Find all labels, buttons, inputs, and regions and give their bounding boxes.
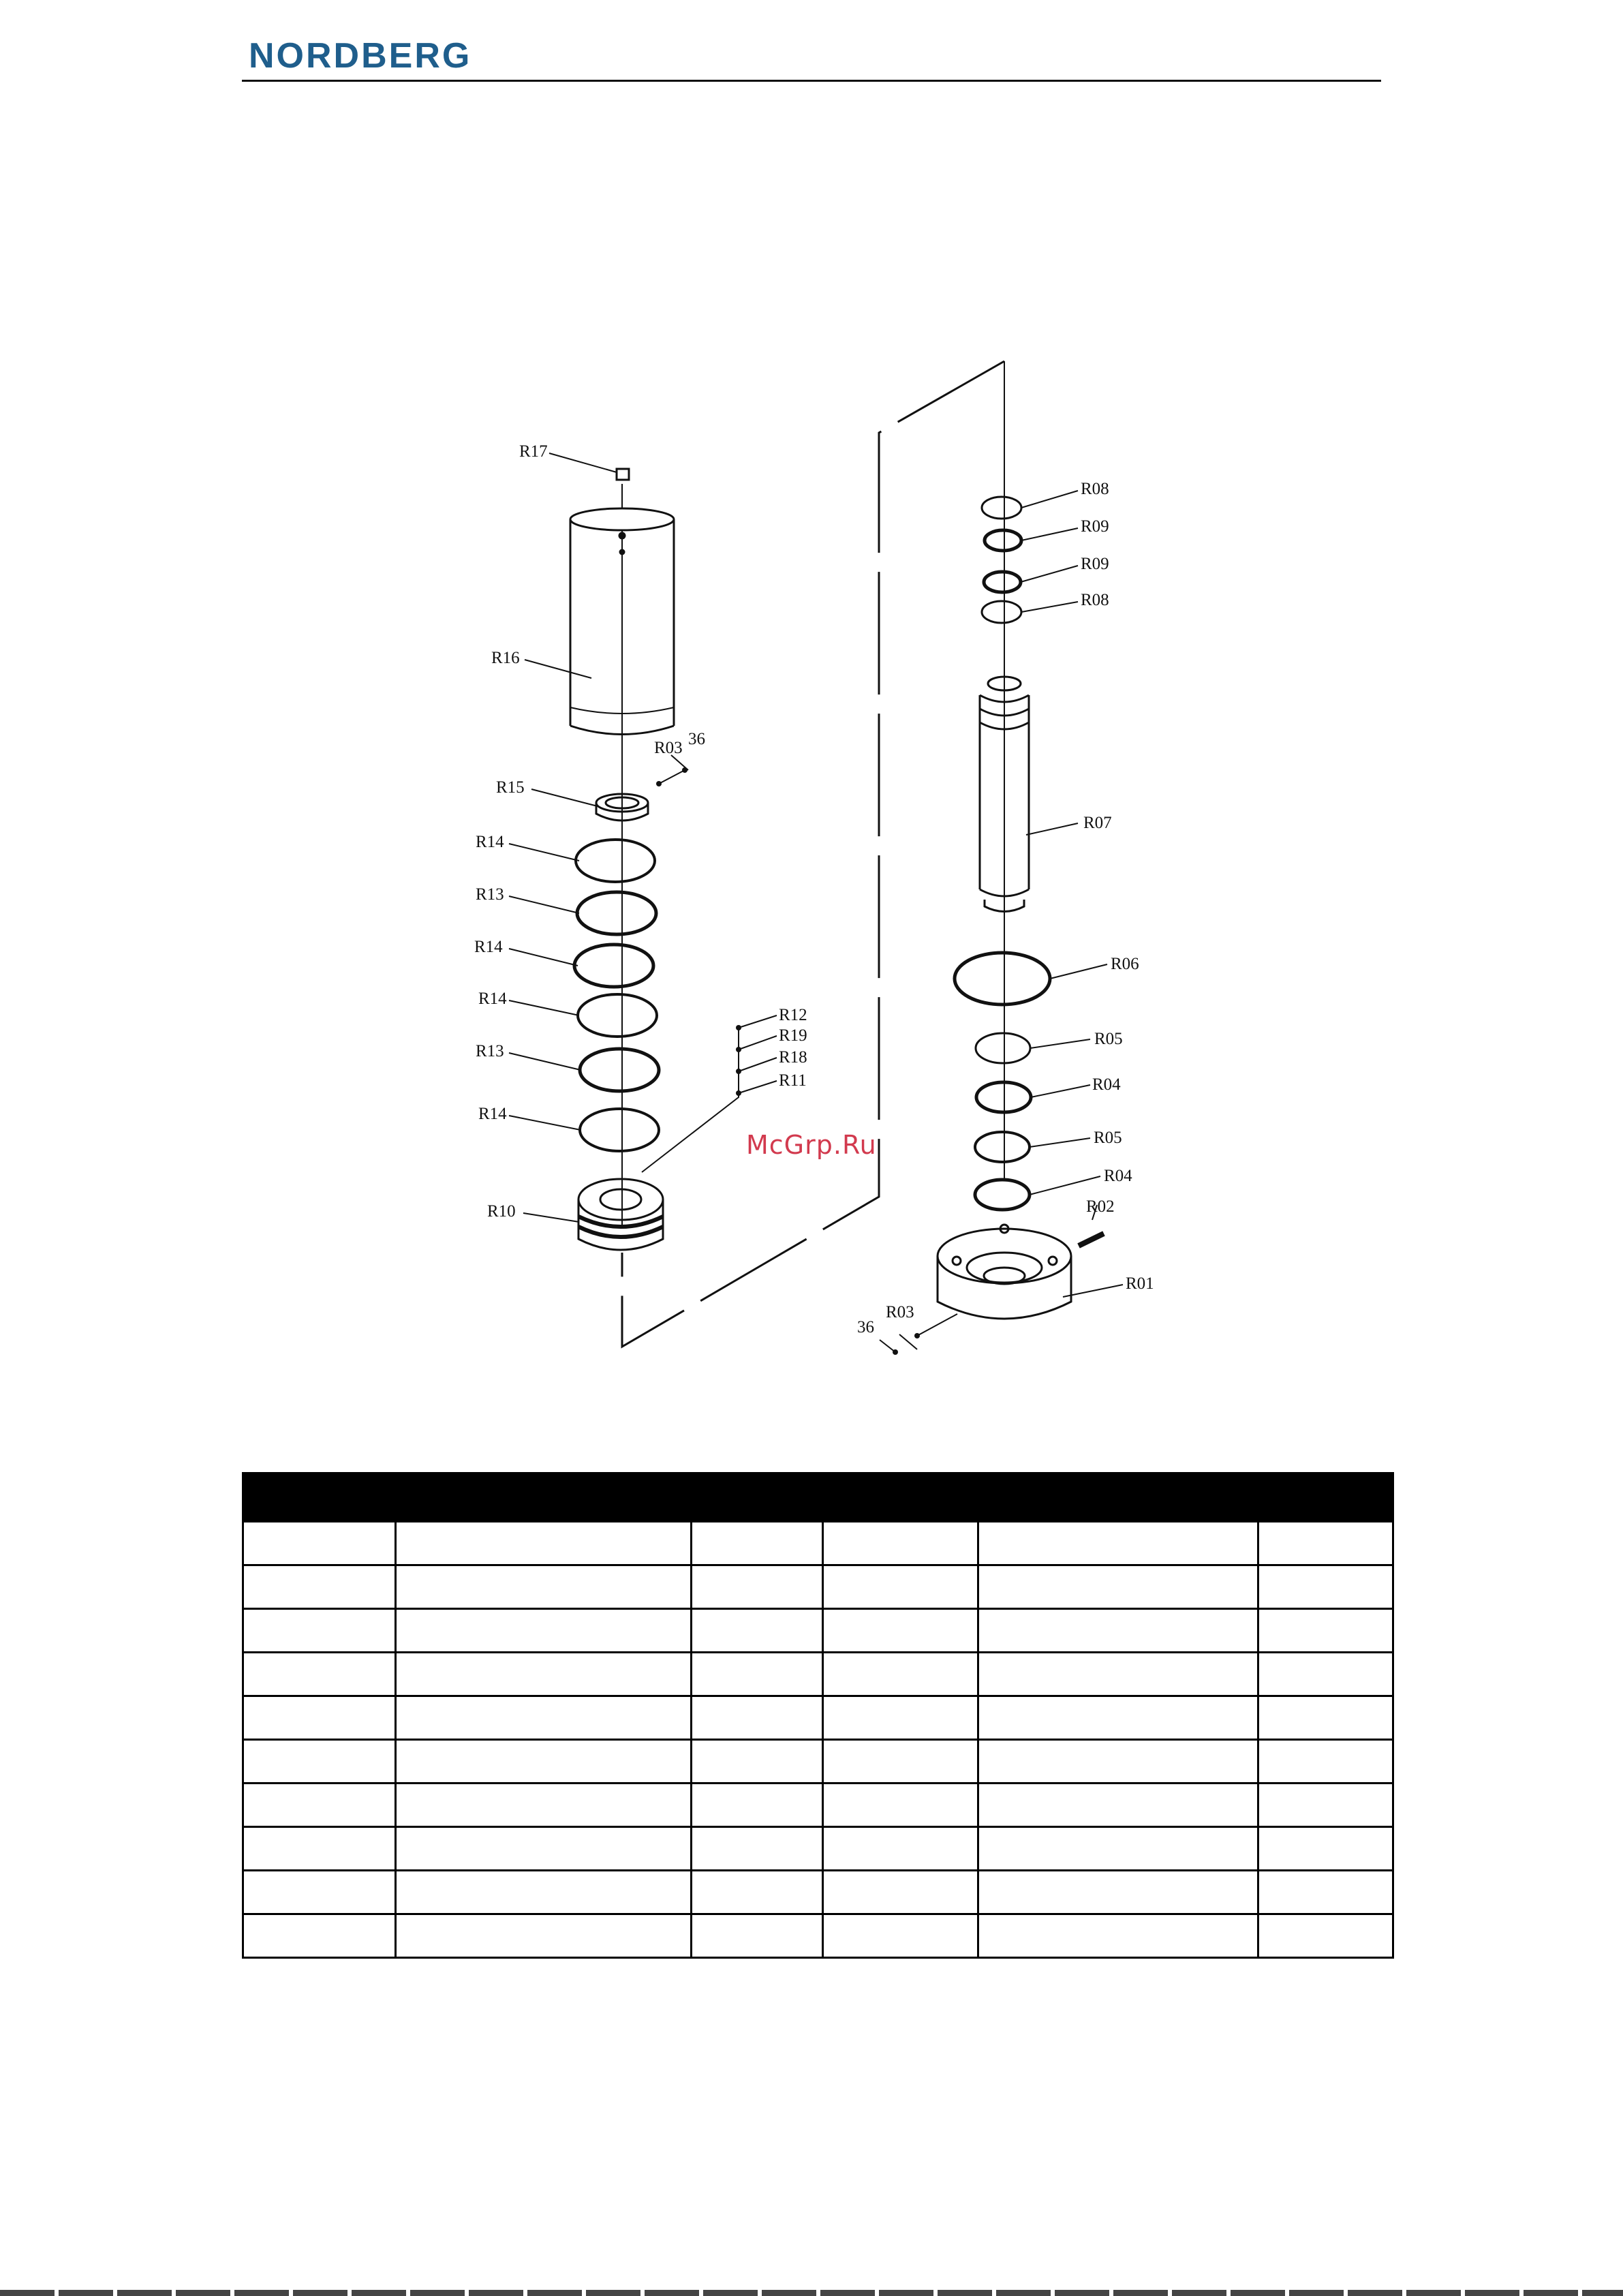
table-cell xyxy=(1258,1784,1393,1827)
label-r06: R06 xyxy=(1111,955,1139,973)
ring-r05-2 xyxy=(975,1132,1030,1162)
table-cell xyxy=(692,1522,823,1565)
table-cell xyxy=(1258,1522,1393,1565)
label-r13-2: R13 xyxy=(476,1042,504,1060)
parts-table xyxy=(242,1472,1394,1959)
connector-frame xyxy=(622,361,1004,1347)
table-cell xyxy=(978,1522,1258,1565)
table-cell xyxy=(823,1522,978,1565)
table-cell xyxy=(823,1653,978,1696)
table-row xyxy=(243,1827,1393,1871)
ring-r14-3 xyxy=(578,994,657,1037)
table-cell xyxy=(823,1914,978,1958)
table-cell xyxy=(978,1784,1258,1827)
base-r01 xyxy=(938,1225,1071,1319)
table-row xyxy=(243,1653,1393,1696)
label-36-bottom: 36 xyxy=(857,1318,874,1336)
ring-r09-1 xyxy=(985,530,1021,551)
table-cell xyxy=(692,1784,823,1827)
table-cell xyxy=(396,1827,692,1871)
label-r17: R17 xyxy=(519,442,548,461)
label-r14-1: R14 xyxy=(476,833,504,851)
label-r08-2: R08 xyxy=(1081,591,1109,609)
ring-r14-4 xyxy=(580,1109,659,1151)
table-cell xyxy=(243,1609,396,1653)
label-r12: R12 xyxy=(779,1006,807,1024)
table-cell xyxy=(1258,1871,1393,1914)
table-cell xyxy=(1258,1827,1393,1871)
table-row xyxy=(243,1565,1393,1609)
label-r05-1: R05 xyxy=(1094,1030,1123,1048)
table-cell xyxy=(243,1871,396,1914)
table-cell xyxy=(978,1740,1258,1784)
table-cell xyxy=(692,1871,823,1914)
table-cell xyxy=(692,1827,823,1871)
table-cell xyxy=(823,1696,978,1740)
table-cell xyxy=(823,1740,978,1784)
label-r04-1: R04 xyxy=(1092,1075,1121,1094)
table-cell xyxy=(692,1565,823,1609)
table-header-cell xyxy=(1258,1473,1393,1522)
ring-r14-1 xyxy=(576,840,655,882)
table-cell xyxy=(978,1827,1258,1871)
label-r07: R07 xyxy=(1083,814,1112,832)
label-r01: R01 xyxy=(1126,1274,1154,1293)
table-cell xyxy=(243,1653,396,1696)
table-cell xyxy=(243,1740,396,1784)
label-r14-2: R14 xyxy=(474,938,503,956)
label-r03-bottom: R03 xyxy=(886,1303,914,1321)
piston-r10 xyxy=(578,1179,663,1250)
table-row xyxy=(243,1871,1393,1914)
table-cell xyxy=(396,1522,692,1565)
table-cell xyxy=(823,1609,978,1653)
table-row xyxy=(243,1914,1393,1958)
table-cell xyxy=(978,1914,1258,1958)
table-row xyxy=(243,1609,1393,1653)
table-cell xyxy=(243,1522,396,1565)
table-cell xyxy=(823,1565,978,1609)
table-cell xyxy=(396,1740,692,1784)
table-cell xyxy=(823,1827,978,1871)
table-cell xyxy=(1258,1653,1393,1696)
table-cell xyxy=(823,1784,978,1827)
table-cell xyxy=(692,1740,823,1784)
table-cell xyxy=(396,1696,692,1740)
table-cell xyxy=(978,1871,1258,1914)
label-r03-top: R03 xyxy=(654,739,683,757)
table-row xyxy=(243,1740,1393,1784)
ring-r13-1 xyxy=(577,892,656,934)
ring-r08-1 xyxy=(982,497,1021,519)
ring-r05-1 xyxy=(976,1033,1030,1063)
ring-r13-2 xyxy=(580,1049,659,1091)
table-row xyxy=(243,1784,1393,1827)
table-cell xyxy=(243,1914,396,1958)
label-r16: R16 xyxy=(491,649,520,667)
label-r14-3: R14 xyxy=(478,990,507,1008)
watermark-text: McGrp.Ru xyxy=(746,1130,877,1160)
diagram-svg xyxy=(0,341,1623,1431)
label-r05-2: R05 xyxy=(1094,1129,1122,1147)
fitting-r17 xyxy=(617,469,629,480)
table-cell xyxy=(1258,1609,1393,1653)
table-row xyxy=(243,1522,1393,1565)
table-cell xyxy=(1258,1696,1393,1740)
exploded-parts-diagram xyxy=(0,341,1623,1431)
label-r04-2: R04 xyxy=(1104,1167,1132,1185)
table-cell xyxy=(1258,1565,1393,1609)
label-r19: R19 xyxy=(779,1026,807,1045)
page-bottom-edge xyxy=(0,2290,1623,2296)
table-cell xyxy=(692,1609,823,1653)
label-r08-1: R08 xyxy=(1081,480,1109,498)
table-cell xyxy=(1258,1740,1393,1784)
table-cell xyxy=(396,1784,692,1827)
table-cell xyxy=(978,1653,1258,1696)
table-cell xyxy=(396,1609,692,1653)
table-header-row xyxy=(243,1473,1393,1522)
label-r09-2: R09 xyxy=(1081,555,1109,573)
table-cell xyxy=(692,1653,823,1696)
table-cell xyxy=(978,1609,1258,1653)
label-r18: R18 xyxy=(779,1048,807,1067)
table-cell xyxy=(396,1653,692,1696)
ring-r08-2 xyxy=(982,601,1021,623)
label-r14-4: R14 xyxy=(478,1105,507,1123)
label-r02: R02 xyxy=(1086,1197,1115,1216)
table-cell xyxy=(396,1914,692,1958)
header-divider xyxy=(242,80,1381,82)
label-r15: R15 xyxy=(496,778,525,797)
table-header-cell xyxy=(243,1473,692,1522)
table-cell xyxy=(1258,1914,1393,1958)
pin-r02 xyxy=(1079,1234,1104,1246)
label-r11: R11 xyxy=(779,1071,807,1090)
table-cell xyxy=(243,1784,396,1827)
label-36-top: 36 xyxy=(688,730,705,748)
table-cell xyxy=(692,1914,823,1958)
table-cell xyxy=(396,1871,692,1914)
ring-r09-2 xyxy=(984,572,1021,592)
ring-r14-2 xyxy=(574,945,653,987)
table-cell xyxy=(692,1696,823,1740)
ring-r04-2 xyxy=(975,1180,1030,1210)
table-cell xyxy=(243,1565,396,1609)
table-cell xyxy=(978,1696,1258,1740)
table-cell xyxy=(243,1696,396,1740)
table-header-cell xyxy=(692,1473,1258,1522)
table-row xyxy=(243,1696,1393,1740)
ring-r06 xyxy=(955,953,1050,1005)
table-cell xyxy=(978,1565,1258,1609)
table-cell xyxy=(823,1871,978,1914)
label-r13-1: R13 xyxy=(476,885,504,904)
brand-logo: NORDBERG xyxy=(249,36,472,76)
label-r10: R10 xyxy=(487,1202,516,1221)
table-cell xyxy=(243,1827,396,1871)
label-r09-1: R09 xyxy=(1081,517,1109,536)
table-cell xyxy=(396,1565,692,1609)
